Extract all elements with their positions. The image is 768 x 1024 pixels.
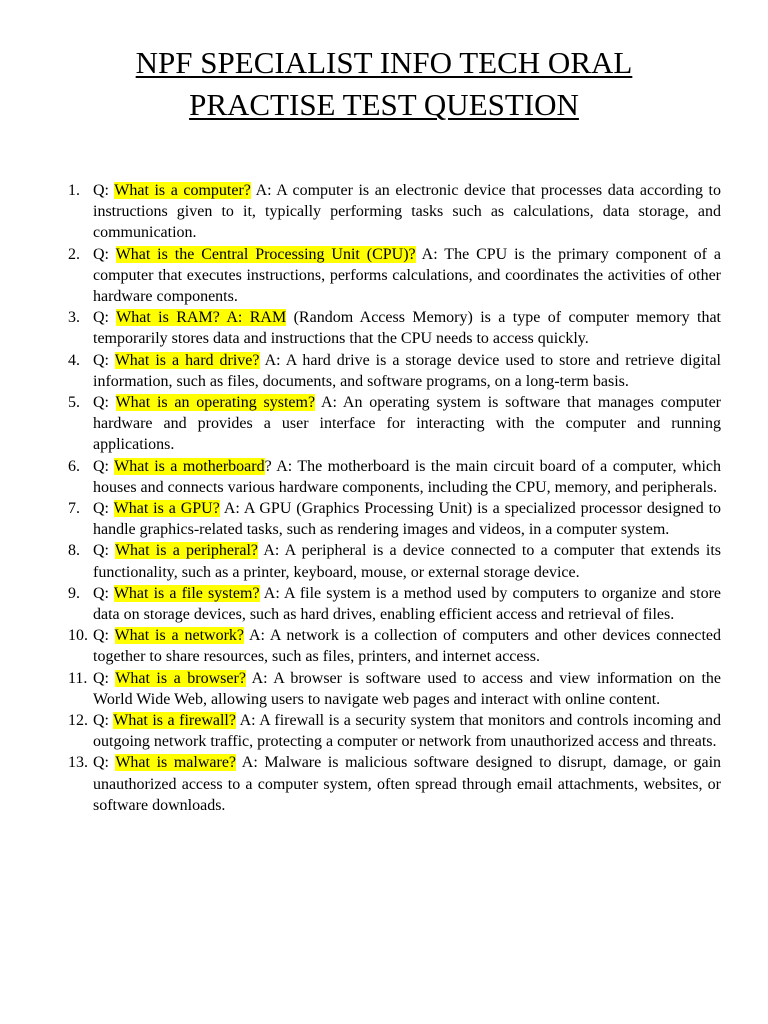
question-highlight: What is a firewall? (113, 712, 236, 730)
question-highlight: What is the Central Processing Unit (CPU)? (115, 245, 416, 263)
answer-text: A: A peripheral is a device connected to a computer that extends its functionality, such as a printer, keyboard, mouse, or external storage device. (93, 542, 722, 581)
list-item (0, 625, 768, 667)
question-prefix: Q: (93, 584, 114, 602)
question-prefix: Q: (93, 309, 117, 327)
item-number: 4. (68, 351, 80, 369)
item-text (93, 752, 721, 816)
item-text (93, 710, 721, 752)
item-number: 9. (68, 584, 80, 602)
list-item (0, 668, 768, 710)
item-number: 8. (68, 542, 80, 560)
list-item (0, 307, 768, 349)
list-item (0, 540, 768, 582)
question-highlight: What is a file system? (113, 584, 260, 602)
answer-text: A: A GPU (Graphics Processing Unit) is a specialized processor designed to handle graphics-related tasks, such as rendering images and videos, in a computer system. (93, 500, 722, 539)
item-number: 1. (68, 182, 80, 199)
question-highlight: What is a network? (114, 627, 245, 645)
list-item (0, 350, 768, 392)
item-number: 7. (68, 500, 80, 518)
question-highlight: What is a motherboard (114, 457, 265, 475)
list-item (0, 752, 768, 816)
question-prefix: Q: (93, 754, 116, 772)
item-number: 2. (68, 245, 80, 263)
list-item (0, 244, 768, 308)
question-prefix: Q: (93, 182, 115, 199)
list-item (0, 710, 768, 752)
item-text (93, 540, 721, 582)
item-number: 12. (68, 712, 88, 730)
item-number: 3. (68, 309, 80, 327)
item-number: 6. (68, 457, 80, 475)
item-text (93, 668, 721, 710)
item-text (93, 392, 721, 456)
answer-text: A: A computer is an electronic device that processes data according to instructions given to it, typically performing tasks such as calculations, data storage, and communication. (93, 182, 721, 242)
item-text (93, 180, 721, 244)
list-item (0, 498, 768, 540)
answer-text: A: A network is a collection of computers and other devices connected together to share resources, such as files, printers, and internet access. (93, 627, 721, 666)
question-highlight: What is RAM? A: RAM (116, 309, 287, 327)
item-text (93, 456, 721, 498)
item-number: 10. (68, 627, 88, 645)
answer-text: (Random Access Memory) is a type of computer memory that temporarily stores data and instructions that the CPU needs to access quickly. (93, 309, 721, 348)
question-prefix: Q: (93, 457, 115, 475)
list-item (0, 583, 768, 625)
item-text (93, 498, 721, 540)
question-prefix: Q: (93, 627, 115, 645)
question-highlight: What is a computer? (114, 182, 251, 199)
page-title (0, 42, 768, 126)
answer-text: A: A hard drive is a storage device used to store and retrieve digital information, such as files, documents, and software programs, on a long-term basis. (93, 351, 721, 390)
answer-text: A: The CPU is the primary component of a computer that executes instructions, performs calculations, and coordinates the activities of other hardware components. (93, 245, 721, 306)
answer-text: A: An operating system is software that manages computer hardware and provides a user interface for interacting with the computer and running applications. (93, 394, 722, 454)
answer-text: A: A firewall is a security system that monitors and controls incoming and outgoing network traffic, protecting a computer or network from unauthorized access and threats. (93, 712, 722, 751)
item-number: 5. (68, 394, 80, 412)
question-highlight: What is a peripheral? (114, 542, 258, 560)
question-highlight: What is a GPU? (113, 500, 220, 518)
answer-text: A: A file system is a method used by computers to organize and store data on storage devices, such as hard drives, enabling efficient access and retrieval of files. (93, 584, 721, 624)
question-prefix: Q: (93, 245, 116, 263)
question-list (0, 180, 768, 816)
list-item (0, 392, 768, 456)
answer-text: ? A: The motherboard is the main circuit board of a computer, which houses and connects various hardware components, including the CPU, memory, and peripherals. (93, 457, 722, 496)
item-text (93, 583, 721, 625)
question-highlight: What is a hard drive? (114, 351, 260, 369)
item-text (93, 244, 721, 308)
question-highlight: What is an operating system? (115, 394, 316, 412)
title-line-2: PRACTISE TEST QUESTION (189, 87, 579, 122)
question-prefix: Q: (93, 351, 115, 369)
question-prefix: Q: (93, 542, 115, 560)
question-prefix: Q: (93, 500, 114, 518)
title-line-1: NPF SPECIALIST INFO TECH ORAL (135, 45, 633, 80)
list-item (0, 180, 768, 244)
answer-text: A: A browser is software used to access and view information on the World Wide Web, allowing users to navigate web pages and interact with online content. (93, 669, 722, 708)
item-text (93, 350, 721, 392)
list-item (0, 456, 768, 498)
question-prefix: Q: (93, 394, 116, 412)
item-text (93, 307, 721, 349)
question-highlight: What is malware? (115, 754, 237, 772)
answer-text: A: Malware is malicious software designed to disrupt, damage, or gain unauthorized access to a computer system, often spread through email attachments, websites, or software downloads. (93, 754, 722, 814)
question-highlight: What is a browser? (115, 669, 246, 687)
item-number: 11. (68, 669, 88, 687)
item-number: 13. (68, 754, 88, 772)
question-prefix: Q: (93, 712, 114, 730)
item-text (93, 625, 721, 667)
question-prefix: Q: (93, 669, 116, 687)
